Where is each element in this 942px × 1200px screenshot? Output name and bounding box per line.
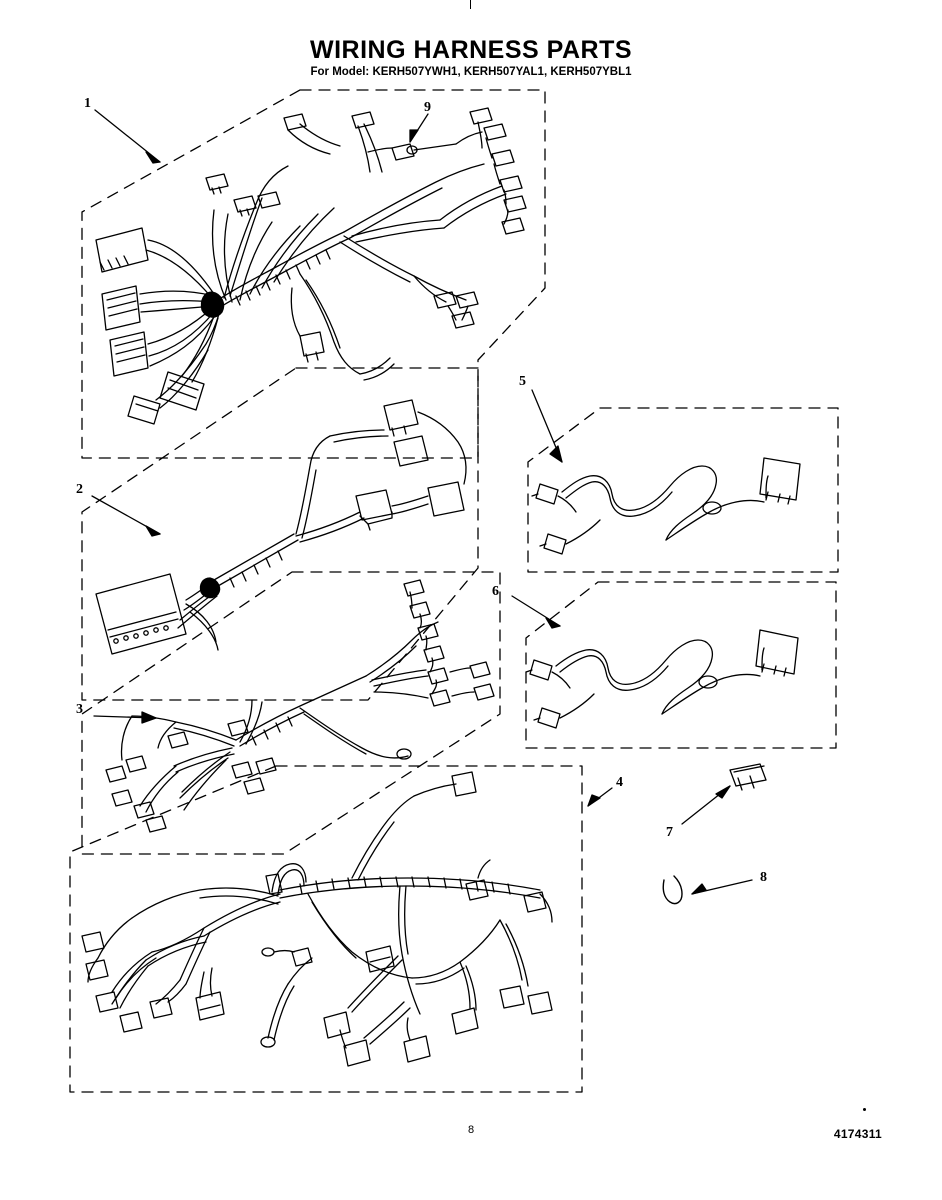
- harness-group-5-art: [532, 458, 800, 554]
- terminal-3g: [470, 662, 490, 678]
- terminal-4o: [524, 892, 546, 912]
- terminal-3a: [404, 580, 424, 596]
- connector-6-left-b: [534, 708, 560, 728]
- group-3-leader: [94, 712, 156, 723]
- terminal-r7: [456, 292, 478, 308]
- part-9-leader: [410, 114, 428, 142]
- callout-9: 9: [424, 100, 431, 115]
- document-code: 4174311: [833, 1127, 882, 1141]
- callout-2: 2: [76, 482, 83, 497]
- terminal-4d: [120, 1012, 142, 1032]
- part-7-leader: [682, 786, 730, 824]
- multipin-connector-3: [110, 332, 148, 376]
- block-2b: [394, 436, 428, 466]
- callout-8: 8: [760, 870, 767, 885]
- terminal-4l: [452, 1008, 478, 1034]
- block-2d: [428, 482, 464, 516]
- clip-part-7-art: [730, 764, 766, 790]
- corner-dot: [863, 1108, 866, 1111]
- terminal-4b: [86, 960, 108, 980]
- terminal-small-e: [352, 112, 374, 128]
- terminal-3l: [106, 766, 126, 782]
- callout-1: 1: [84, 96, 91, 111]
- terminal-3k: [126, 756, 146, 772]
- group-5-leader: [532, 390, 562, 462]
- harness-group-4-art: [82, 772, 552, 1066]
- terminal-4k: [404, 1036, 430, 1062]
- multipin-connector-2: [102, 286, 140, 330]
- callout-7: 7: [666, 825, 673, 840]
- connector-5-left-a: [532, 484, 558, 504]
- terminal-r4: [504, 196, 526, 212]
- terminal-3d: [424, 646, 444, 662]
- terminal-4h: [366, 946, 394, 972]
- multipin-connector-1: [96, 228, 148, 272]
- terminal-4n: [528, 992, 552, 1014]
- group-2-boundary: [82, 368, 478, 700]
- terminal-small-d: [284, 114, 306, 130]
- part-8-leader: [692, 880, 752, 894]
- group-4-leader: [588, 788, 612, 806]
- harness-group-1-art: [96, 108, 526, 424]
- callout-5: 5: [519, 374, 526, 389]
- multipin-connector-5: [128, 396, 160, 424]
- group-5-boundary: [528, 408, 838, 572]
- terminal-4j: [344, 1040, 370, 1066]
- connector-part-9-art: [368, 144, 456, 160]
- terminal-3r: [256, 758, 276, 774]
- terminal-3h: [474, 684, 494, 700]
- group-1-boundary: [82, 90, 545, 458]
- connector-5-left-b: [540, 534, 566, 554]
- page-number: 8: [467, 1124, 475, 1136]
- terminal-3p: [232, 762, 252, 778]
- callout-6: 6: [492, 584, 499, 599]
- terminal-small-a: [206, 174, 228, 194]
- page-subtitle: For Model: KERH507YWH1, KERH507YAL1, KERH507YBL1: [310, 66, 632, 78]
- terminal-r6: [434, 292, 456, 308]
- harness-group-2-art: [96, 400, 466, 654]
- terminal-4i: [324, 1012, 350, 1038]
- multipin-connector-2main: [96, 574, 186, 654]
- terminal-4a: [82, 932, 104, 952]
- terminal-r1: [484, 124, 506, 140]
- terminal-4c: [96, 992, 118, 1012]
- terminal-4m: [500, 986, 524, 1008]
- group-6-leader: [512, 596, 560, 628]
- connector-center-bottom: [300, 332, 324, 362]
- block-2a: [384, 400, 418, 436]
- connector-6-left-a: [526, 660, 552, 680]
- page-title: WIRING HARNESS PARTS: [309, 36, 633, 64]
- terminal-top-right: [470, 108, 492, 124]
- group-2-leader: [92, 496, 160, 536]
- terminal-3j: [168, 732, 188, 748]
- block-2c: [356, 490, 392, 530]
- terminal-r2: [492, 150, 514, 166]
- terminal-4g: [292, 948, 312, 966]
- terminal-3n: [134, 802, 154, 818]
- group-1-leader: [95, 110, 160, 163]
- callout-3: 3: [76, 702, 83, 717]
- clip-part-8-art: [663, 876, 682, 904]
- terminal-3q: [244, 778, 264, 794]
- callout-4: 4: [616, 775, 623, 790]
- harness-group-6-art: [526, 630, 798, 728]
- terminal-r3: [500, 176, 522, 192]
- terminal-3m: [112, 790, 132, 806]
- group-6-boundary: [526, 582, 836, 748]
